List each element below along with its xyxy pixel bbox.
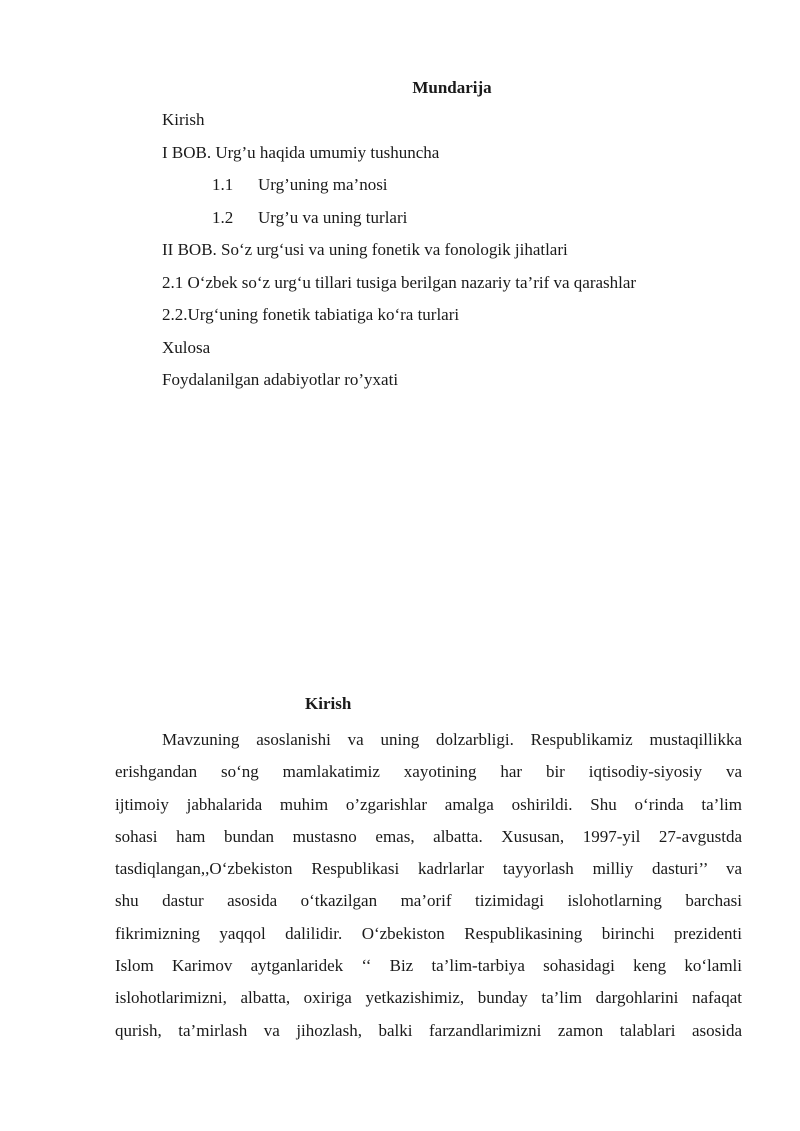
toc-item-xulosa xyxy=(162,336,762,369)
toc-item-section-1-2 xyxy=(162,206,762,239)
toc-item-label: Kirish xyxy=(162,110,205,129)
toc-item-section-1-1 xyxy=(162,173,762,206)
paragraph-line: ijtimoiy jabhalarida muhim o’zgarishlar amalga oshirildi. Shu o‘rinda ta’lim xyxy=(115,794,742,814)
section-heading: Kirish xyxy=(305,694,352,713)
paragraph-line: islohotlarimizni, albatta, oxiriga yetkazishimiz, bunday ta’lim dargohlarini nafaqat xyxy=(115,988,742,1008)
toc-item-number: 1.1 xyxy=(212,175,234,194)
toc-item-references xyxy=(162,368,762,401)
toc-item-section-2-1 xyxy=(162,271,762,304)
toc-item-label: Urg’u va uning turlari xyxy=(258,207,408,227)
toc-item-label: I BOB. Urg’u haqida umumiy tushuncha xyxy=(162,142,440,162)
table-of-contents xyxy=(162,108,762,401)
toc-item-label: 2.1 O‘zbek so‘z urg‘u tillari tusiga berilgan nazariy ta’rif va qarashlar xyxy=(162,272,637,292)
toc-item-kirish xyxy=(162,108,762,141)
toc-title: Mundarija xyxy=(412,78,492,97)
paragraph-line: fikrimizning yaqqol dalilidir. O‘zbekiston Respublikasining birinchi prezidenti xyxy=(115,923,742,943)
toc-item-chapter-1 xyxy=(162,141,762,174)
paragraph-line: erishgandan so‘ng mamlakatimiz xayotining har bir iqtisodiy-siyosiy va xyxy=(115,762,742,782)
toc-item-number: 1.2 xyxy=(212,207,234,227)
paragraph-line: shu dastur asosida o‘tkazilgan ma’orif tizimidagi islohotlarning barchasi xyxy=(115,891,742,911)
paragraph-line: sohasi ham bundan mustasno emas, albatta. Xususan, 1997-yil 27-avgustda xyxy=(115,826,742,846)
paragraph-line: qurish, ta’mirlash va jihozlash, balki farzandlarimizni zamon talablari asosida xyxy=(115,1020,742,1040)
toc-item-section-2-2 xyxy=(162,303,762,336)
toc-item-chapter-2 xyxy=(162,238,762,271)
toc-item-label: Foydalanilgan adabiyotlar ro’yxati xyxy=(162,370,399,389)
toc-item-label: 2.2.Urg‘uning fonetik tabiatiga ko‘ra turlari xyxy=(162,305,460,324)
paragraph-line: Islom Karimov aytganlaridek ‘‘ Biz ta’lim-tarbiya sohasidagi keng ko‘lamli xyxy=(115,956,742,976)
body-paragraph xyxy=(115,724,742,1047)
toc-item-label: Urg’uning ma’nosi xyxy=(258,175,388,194)
paragraph-line: Mavzuning asoslanishi va uning dolzarbligi. Respublikamiz mustaqillikka xyxy=(162,730,742,749)
toc-item-label: Xulosa xyxy=(162,337,211,357)
paragraph-line: tasdiqlangan,,O‘zbekiston Respublikasi kadrlarlar tayyorlash milliy dasturi’’ va xyxy=(115,859,742,879)
toc-item-label: II BOB. So‘z urg‘usi va uning fonetik va fonologik jihatlari xyxy=(162,240,568,259)
